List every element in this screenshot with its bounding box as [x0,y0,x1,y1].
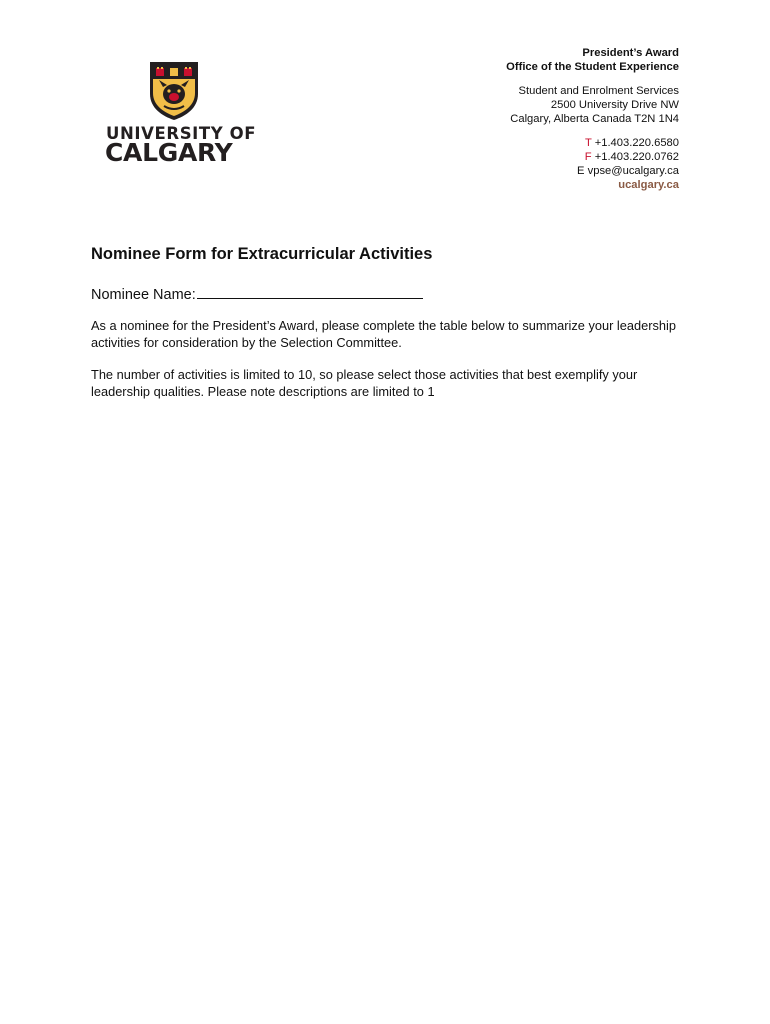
email-line [359,164,679,178]
city-address: Calgary, Alberta Canada T2N 1N4 [510,113,679,125]
phone-number: +1.403.220.6580 [594,137,679,149]
fax-label: F [584,151,592,163]
office-name: Office of the Student Experience [506,61,679,73]
phone-line [359,136,679,150]
nominee-name-field[interactable] [197,284,423,299]
phone-label: T [584,137,592,149]
instructions-paragraph-2: The number of activities is limited to 10, so please select those activities that best exemplify your leadership qualities. Please note descriptions are limited to 1 [91,367,638,399]
crest-icon [148,60,200,122]
award-name: President’s Award [582,47,679,59]
street-address: 2500 University Drive NW [550,99,679,111]
email-label: E [577,165,585,177]
form-title: Nominee Form for Extracurricular Activities [91,245,433,263]
email-address: vpse@ucalgary.ca [587,165,679,177]
university-logo [105,60,257,170]
instructions-paragraph-1: As a nominee for the President’s Award, please complete the table below to summarize your leadership activities for consideration by the Selection Committee. [91,318,676,350]
website-link[interactable]: ucalgary.ca [618,179,679,191]
fax-line [359,150,679,164]
department-name: Student and Enrolment Services [518,85,679,97]
nominee-name-row [91,284,423,303]
fax-number: +1.403.220.0762 [594,151,679,163]
nominee-name-label: Nominee Name: [91,287,196,303]
logo-wordmark-line1: UNIVERSITY OF [106,124,257,143]
logo-wordmark-line2: CALGARY [105,138,233,167]
letterhead-address [359,46,679,192]
